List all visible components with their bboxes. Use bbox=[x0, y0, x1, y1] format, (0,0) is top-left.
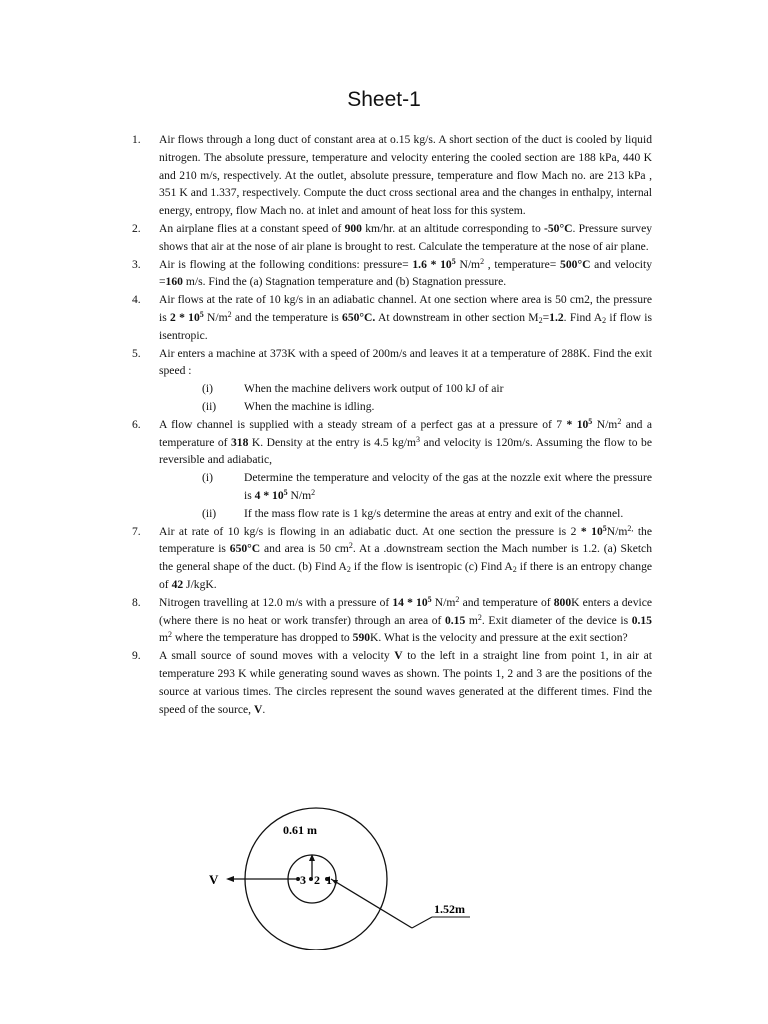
subitem-marker: (ii) bbox=[202, 399, 217, 413]
subscript: 2 bbox=[346, 565, 351, 575]
subitem-marker: (i) bbox=[202, 382, 213, 396]
subitem-text: If the mass flow rate is 1 kg/s determine the areas at entry and exit of the channel. bbox=[244, 506, 624, 520]
problem-text: and the temperature is bbox=[231, 310, 343, 324]
problem-text: N/m bbox=[431, 595, 456, 609]
unit-exponent: 2 bbox=[168, 630, 173, 640]
problem-text: A small source of sound moves with a velocity bbox=[159, 649, 395, 663]
pressure-value: * $10^5$ bbox=[566, 416, 593, 431]
problem-text: . Pressure survey shows that air at the nose of air plane is brought to rest. Calculate the temperature at the nose of air plane. bbox=[159, 221, 653, 253]
problem-text: , temperature= bbox=[484, 257, 561, 271]
unit-exponent: 2 bbox=[227, 309, 232, 319]
problem-text: Air at rate of 10 kg/s is flowing in an adiabatic duct. At one section the pressure is 2 bbox=[159, 524, 581, 538]
point-label: 3 bbox=[300, 873, 306, 887]
problem-number: 1. bbox=[132, 133, 141, 146]
outer-radius-label: 1.52m bbox=[434, 902, 465, 916]
problem-8 bbox=[132, 594, 652, 647]
problem-text: An airplane flies at a constant speed of bbox=[159, 221, 345, 235]
subitem-marker: (ii) bbox=[202, 506, 217, 520]
pressure-value: $14 * 10^5$ bbox=[392, 594, 432, 609]
source-point bbox=[309, 877, 313, 881]
velocity-value: 160 bbox=[165, 275, 183, 289]
temperature-value: 318 bbox=[231, 435, 249, 449]
problem-text: where the temperature has dropped to bbox=[172, 631, 353, 645]
subscript: 2 bbox=[538, 315, 543, 325]
problem-number: 5. bbox=[132, 346, 141, 360]
velocity-label: V bbox=[209, 872, 219, 887]
leader-line bbox=[412, 917, 432, 928]
problem-text: At downstream in other section M bbox=[375, 310, 539, 324]
problem-text: A flow channel is supplied with a steady stream of a perfect gas at a pressure of 7 bbox=[159, 417, 567, 431]
problem-text: Air flows through a long duct of constant area at o.15 kg/s. A short section of the duct is cooled by liquid nitrogen. The absolute pressure, temperature and velocity entering the cooled section are 188 kPa, 440 K and 210 m/s, respectively. At the outlet, absolute pressure, temperature and flow Mach no. are 213 kPa , 351 K and 1.337, respectively. Compute the duct cross sectional area and the changes in enthalpy, internal energy, entropy, flow Mach no. at inlet and amount of heat loss for this system. bbox=[159, 133, 652, 218]
problem-number: 2. bbox=[132, 221, 141, 235]
diameter-value: 0.15 bbox=[631, 613, 652, 627]
pressure-value: * $10^5$ bbox=[580, 523, 607, 538]
temperature-value: 650°C. bbox=[342, 310, 376, 324]
problem-number: 6. bbox=[132, 417, 141, 431]
problem-text: J/kgK. bbox=[183, 577, 217, 591]
problem-text: the temperature is bbox=[159, 524, 653, 556]
exit-temperature-value: 590 bbox=[352, 631, 371, 645]
subscript: 2 bbox=[602, 315, 607, 325]
problem-7 bbox=[132, 523, 652, 594]
problem-5 bbox=[132, 345, 652, 416]
problem-text: m bbox=[465, 613, 478, 627]
temperature-value: 500°C bbox=[560, 257, 591, 271]
problem-6 bbox=[132, 416, 652, 523]
problem-text: N/m bbox=[455, 257, 481, 271]
problem-text: km/hr. at an altitude corresponding to bbox=[361, 221, 544, 235]
unit-exponent: 2 bbox=[617, 416, 622, 426]
problem-text: . Exit diameter of the device is bbox=[481, 613, 632, 627]
point-label: 2 bbox=[314, 873, 320, 887]
arrow-head-icon bbox=[226, 876, 234, 882]
problem-text: and velocity = bbox=[159, 257, 652, 289]
unit-exponent: 2 bbox=[311, 487, 316, 497]
problem-text: N/m bbox=[606, 524, 628, 538]
problem-text: K enters a device (where there is no heat or work transfer) through an area of bbox=[159, 595, 653, 627]
problem-text: and velocity is 120m/s. Assuming the flow to be reversible and adiabatic, bbox=[159, 435, 652, 467]
problem-number: 9. bbox=[132, 649, 141, 663]
mach-value: 1.2 bbox=[549, 310, 564, 324]
pressure-value: $4 * 10^5$ bbox=[254, 487, 288, 502]
subitem-text: Determine the temperature and velocity of the gas at the nozzle exit where the pressure is bbox=[244, 471, 652, 502]
temperature-value: 800 bbox=[553, 595, 572, 609]
problem-text: Air flows at the rate of 10 kg/s in an adiabatic channel. At one section where area is 50 cm2, the pressure is bbox=[159, 293, 652, 324]
problem-text: Air is flowing at the following conditions: pressure= bbox=[159, 257, 413, 271]
subitem-text: When the machine is idling. bbox=[244, 399, 375, 413]
problem-number: 8. bbox=[132, 595, 141, 609]
problem-text: K. Density at the entry is 4.5 kg/m bbox=[248, 435, 417, 449]
problem-number: 3. bbox=[132, 257, 141, 271]
problem-number: 7. bbox=[132, 524, 141, 538]
problem-text: and a temperature of bbox=[159, 417, 652, 449]
unit-exponent: 2, bbox=[627, 523, 634, 533]
subitem bbox=[159, 380, 652, 398]
problem-text: m/s. Find the (a) Stagnation temperature and (b) Stagnation pressure. bbox=[182, 275, 507, 289]
unit-exponent: 2 bbox=[480, 256, 485, 266]
entropy-value: 42 bbox=[171, 577, 184, 591]
problem-text: and temperature of bbox=[459, 595, 554, 609]
problem-text: K. What is the velocity and pressure at the exit section? bbox=[370, 631, 628, 645]
unit-exponent: 3 bbox=[416, 434, 421, 444]
airplane-speed: 900 bbox=[344, 221, 362, 235]
sound-wave-figure bbox=[200, 800, 500, 950]
subitem bbox=[159, 505, 652, 523]
unit-exponent: 2 bbox=[455, 594, 460, 604]
problem-text: if the flow is isentropic (c) Find A bbox=[350, 560, 513, 574]
problem-text: = bbox=[542, 310, 550, 324]
problem-text: m bbox=[159, 631, 169, 645]
problem-text: and area is 50 cm bbox=[260, 542, 349, 556]
problem-9 bbox=[132, 647, 652, 718]
subitem-marker: (i) bbox=[202, 471, 213, 485]
problem-1 bbox=[132, 131, 652, 220]
problem-text: . At a .downstream section the Mach number is 1.2. (a) Sketch the general shape of the duct. (b) Find A bbox=[159, 542, 653, 574]
problem-text: N/m bbox=[203, 310, 228, 324]
problem-3 bbox=[132, 256, 652, 292]
problem-text: . Find A bbox=[563, 310, 603, 324]
pressure-value: $2 * 10^5$ bbox=[170, 309, 204, 324]
pressure-value: $1.6 * 10^5$ bbox=[412, 256, 456, 271]
problem-text: if there is an entropy change of bbox=[159, 560, 653, 591]
velocity-symbol: V bbox=[253, 702, 263, 716]
problem-text: to the left in a straight line from point 1, in air at temperature 293 K while generating sound waves as shown. The points 1, 2 and 3 are the positions of the source at various times. The circles represent the sound waves generated at the different times. Find the speed of the source, bbox=[159, 649, 652, 716]
velocity-symbol: V bbox=[394, 649, 403, 663]
problem-text: . bbox=[262, 702, 266, 716]
subscript: 2 bbox=[512, 565, 517, 575]
subitem bbox=[159, 469, 652, 505]
unit-exponent: 2 bbox=[477, 612, 482, 622]
problem-text: Air enters a machine at 373K with a speed of 200m/s and leaves it at a temperature of 288K. Find the exit speed : bbox=[159, 346, 652, 378]
unit-exponent: 2 bbox=[348, 541, 353, 551]
inner-radius-label: 0.61 m bbox=[283, 823, 317, 837]
problem-4 bbox=[132, 291, 652, 344]
problem-text: N/m bbox=[592, 417, 618, 431]
problem-text: if flow is isentropic. bbox=[159, 310, 653, 342]
page-title: Sheet-1 bbox=[347, 88, 421, 111]
problem-number: 4. bbox=[132, 293, 141, 307]
area-value: 0.15 bbox=[444, 613, 466, 627]
point-label: 1 bbox=[326, 873, 332, 887]
subitem-text: N/m bbox=[287, 488, 312, 502]
outer-radius-line bbox=[331, 879, 412, 928]
problem-text: Nitrogen travelling at 12.0 m/s with a pressure of bbox=[159, 595, 393, 609]
subitem-text: When the machine delivers work output of 100 kJ of air bbox=[244, 382, 504, 396]
temperature-value: 650°C bbox=[229, 542, 261, 556]
subitem bbox=[159, 398, 652, 416]
problem-2 bbox=[132, 220, 652, 256]
problem-list bbox=[132, 131, 652, 718]
altitude-temperature: -50°C bbox=[543, 221, 573, 235]
